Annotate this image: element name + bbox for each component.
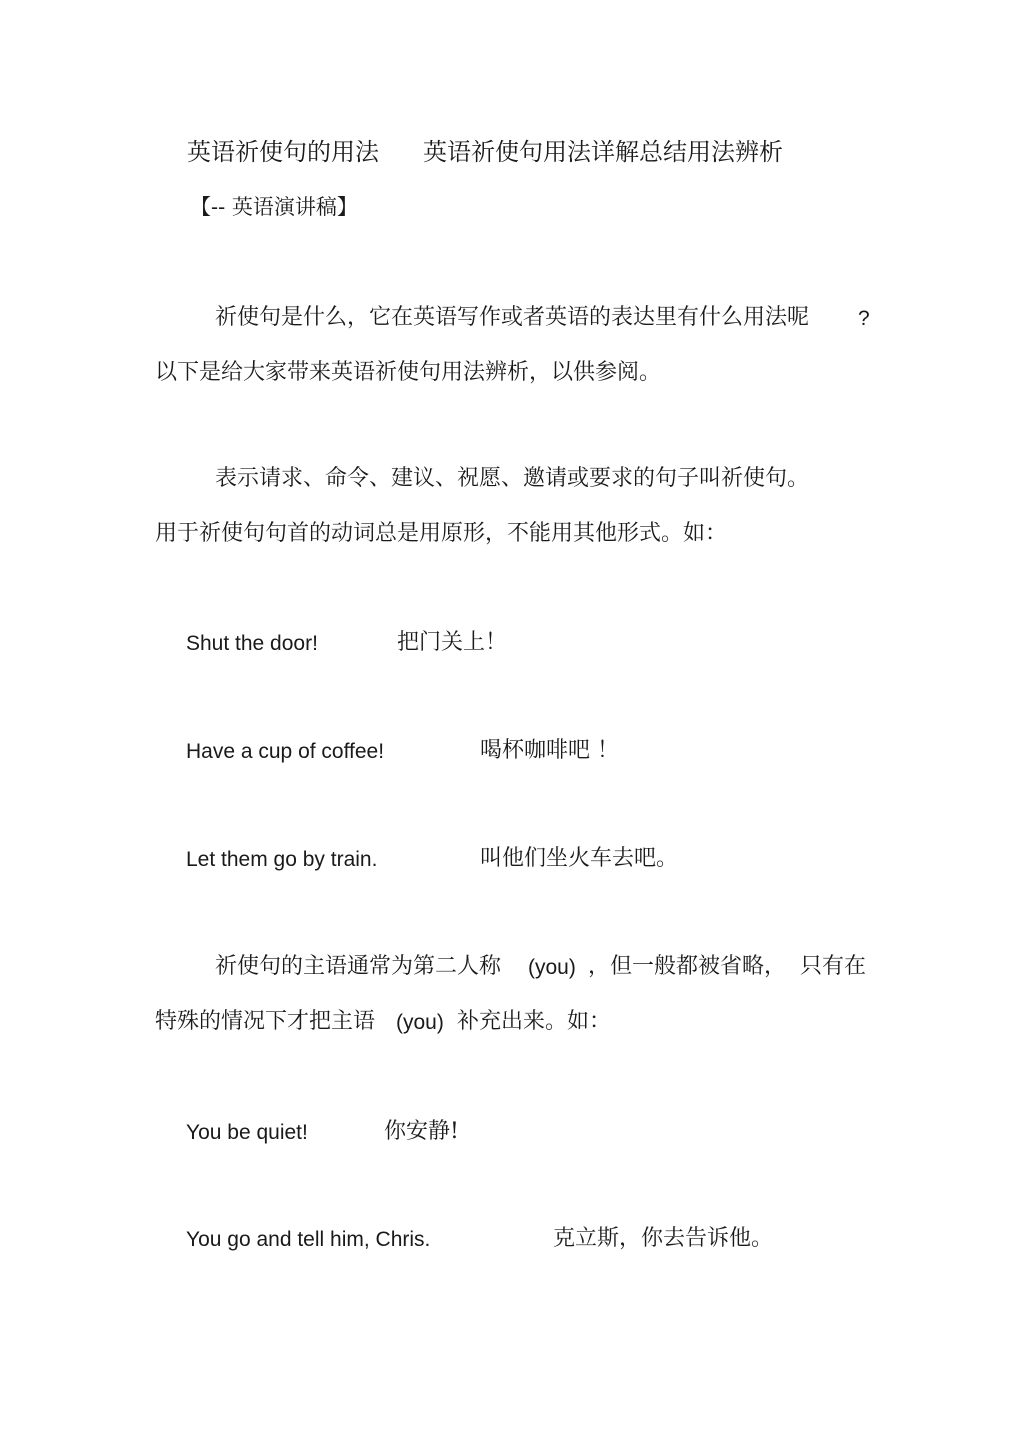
example-3-english: Let them go by train. (186, 848, 378, 871)
example-5-english: You go and tell him, Chris. (186, 1228, 431, 1251)
paragraph-3-line-1-d: 只有在 (800, 954, 867, 979)
paragraph-3-line-1-c: ，但一般都被省略， (588, 954, 787, 979)
example-4-english: You be quiet! (186, 1121, 308, 1144)
page-title-part2: 英语祈使句用法详解总结用法辨析 (423, 138, 783, 166)
subtitle: 【-- 英语演讲稿】 (190, 195, 358, 219)
page-title-part1: 英语祈使句的用法 (187, 138, 379, 166)
example-2-english: Have a cup of coffee! (186, 740, 385, 763)
paragraph-2-line-2: 用于祈使句句首的动词总是用原形，不能用其他形式。如： (155, 521, 728, 546)
example-5-chinese: 克立斯，你去告诉他。 (553, 1226, 774, 1251)
paragraph-3-line-2-c: 补充出来。如： (457, 1009, 612, 1034)
paragraph-3-line-1-a: 祈使句的主语通常为第二人称 (215, 954, 502, 979)
paragraph-3-line-2-you: (you) (396, 1011, 444, 1034)
example-4-chinese: 你安静! (384, 1119, 459, 1144)
example-2-chinese: 喝杯咖啡吧 ！ (480, 738, 619, 763)
paragraph-1-line-2: 以下是给大家带来英语祈使句用法辨析，以供参阅。 (155, 360, 662, 385)
paragraph-2-line-1: 表示请求、命令、建议、祝愿、邀请或要求的句子叫祈使句。 (215, 466, 810, 491)
paragraph-1-line-1: 祈使句是什么，它在英语写作或者英语的表达里有什么用法呢 (215, 305, 810, 330)
example-1-english: Shut the door! (186, 632, 318, 655)
paragraph-1-question-mark: ? (858, 307, 870, 330)
paragraph-3-line-1-you: (you) (528, 956, 576, 979)
paragraph-3-line-2-a: 特殊的情况下才把主语 (155, 1009, 376, 1034)
example-3-chinese: 叫他们坐火车去吧。 (480, 846, 679, 871)
example-1-chinese: 把门关上！ (397, 630, 508, 655)
